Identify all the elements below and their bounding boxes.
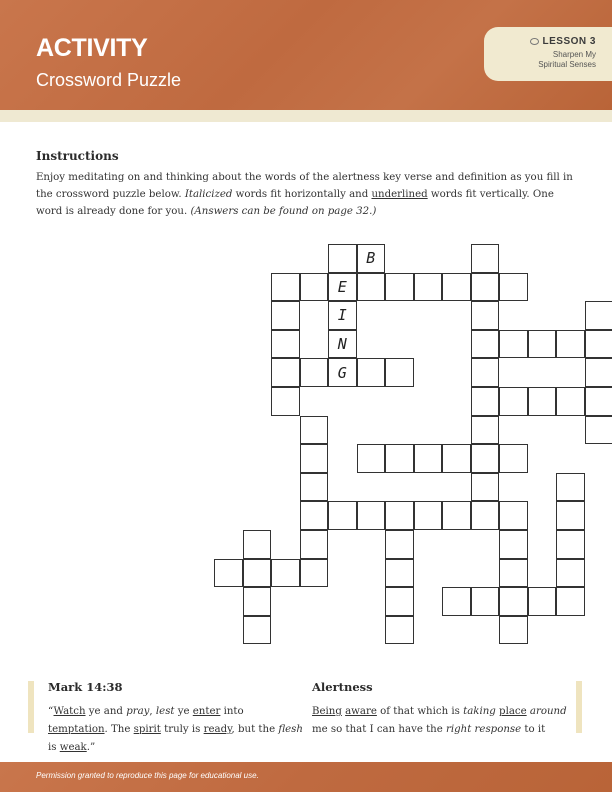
lesson-badge [484, 27, 612, 81]
crossword-cell[interactable] [471, 387, 500, 416]
crossword-cell[interactable] [357, 273, 386, 302]
crossword-cell[interactable] [385, 616, 414, 645]
crossword-cell[interactable] [300, 530, 329, 559]
crossword-cell[interactable] [556, 473, 585, 502]
verse-word: lest [155, 706, 175, 717]
crossword-cell[interactable] [499, 530, 528, 559]
crossword-cell[interactable] [385, 501, 414, 530]
crossword-cell[interactable] [300, 358, 329, 387]
crossword-cell[interactable] [471, 301, 500, 330]
def-word: right response [446, 724, 522, 735]
crossword-cell[interactable] [442, 587, 471, 616]
crossword-cell[interactable] [499, 501, 528, 530]
crossword-cell[interactable] [385, 444, 414, 473]
crossword-cell[interactable] [471, 473, 500, 502]
crossword-cell[interactable] [243, 559, 272, 588]
crossword-cell[interactable] [499, 330, 528, 359]
lesson-title-line-1: Sharpen My [552, 50, 596, 59]
crossword-cell[interactable] [528, 330, 557, 359]
crossword-cell-filled[interactable]: I [328, 301, 357, 330]
crossword-cell[interactable] [471, 244, 500, 273]
crossword-cell[interactable] [328, 244, 357, 273]
crossword-cell[interactable] [214, 559, 243, 588]
crossword-cell[interactable] [471, 273, 500, 302]
verse-word: ready [203, 724, 232, 735]
def-part: to it [521, 724, 546, 735]
definition-accent-bar [576, 681, 582, 733]
def-part: me so that I can have the [312, 724, 447, 735]
crossword-cell[interactable] [471, 587, 500, 616]
instr-underlined-word: underlined [371, 189, 428, 200]
crossword-cell[interactable] [385, 273, 414, 302]
crossword-cell[interactable] [357, 358, 386, 387]
crossword-cell[interactable] [385, 530, 414, 559]
verse-part: ye [174, 706, 193, 717]
verse-word: spirit [133, 724, 161, 735]
definition-heading: Alertness [312, 680, 373, 694]
crossword-cell[interactable] [271, 330, 300, 359]
crossword-cell[interactable] [243, 530, 272, 559]
crossword-cell[interactable] [556, 587, 585, 616]
crossword-cell[interactable] [585, 301, 612, 330]
crossword-cell[interactable] [585, 416, 612, 445]
crossword-cell[interactable] [556, 501, 585, 530]
def-word: aware [345, 706, 377, 717]
permission-notice: Permission granted to reproduce this page for educational use. [36, 771, 259, 780]
crossword-cell[interactable] [585, 330, 612, 359]
crossword-cell[interactable] [271, 301, 300, 330]
verse-part: , [149, 706, 156, 717]
crossword-cell[interactable] [414, 273, 443, 302]
lesson-title-line-2: Spiritual Senses [538, 60, 596, 69]
crossword-cell[interactable] [385, 559, 414, 588]
verse-part: , but the [231, 724, 279, 735]
header-banner [0, 0, 612, 110]
crossword-cell-filled[interactable]: N [328, 330, 357, 359]
crossword-cell[interactable] [414, 501, 443, 530]
crossword-cell[interactable] [385, 587, 414, 616]
def-part: of that which is [376, 706, 464, 717]
verse-part: truly is [160, 724, 204, 735]
activity-title: ACTIVITY [36, 34, 148, 62]
instr-answers-note: (Answers can be found on page 32.) [190, 206, 377, 217]
eye-icon [530, 38, 539, 45]
crossword-cell[interactable] [471, 358, 500, 387]
crossword-cell[interactable] [499, 387, 528, 416]
def-word: around [529, 706, 567, 717]
verse-text [48, 703, 304, 757]
crossword-cell[interactable] [300, 501, 329, 530]
crossword-cell[interactable] [414, 444, 443, 473]
lesson-number [484, 36, 596, 47]
verse-accent-bar [28, 681, 34, 733]
crossword-cell[interactable] [385, 358, 414, 387]
instructions-heading: Instructions [36, 149, 119, 163]
verse-part: is [48, 742, 60, 753]
crossword-cell[interactable] [328, 501, 357, 530]
def-word: taking [463, 706, 496, 717]
crossword-cell[interactable] [442, 501, 471, 530]
verse-word: pray [126, 706, 150, 717]
crossword-cell[interactable] [471, 501, 500, 530]
crossword-cell[interactable] [499, 444, 528, 473]
crossword-cell[interactable] [471, 416, 500, 445]
verse-heading: Mark 14:38 [48, 680, 123, 694]
crossword-cell[interactable] [499, 616, 528, 645]
instr-part: words fit horizontally and [232, 189, 372, 200]
crossword-cell[interactable] [471, 444, 500, 473]
crossword-cell-filled[interactable]: E [328, 273, 357, 302]
crossword-cell[interactable] [300, 444, 329, 473]
verse-part: into [220, 706, 244, 717]
crossword-cell[interactable] [585, 387, 612, 416]
crossword-cell[interactable] [271, 387, 300, 416]
verse-part: . The [104, 724, 134, 735]
verse-part: .” [86, 742, 96, 753]
definition-text [312, 703, 568, 739]
def-word: Being [312, 706, 342, 717]
crossword-cell[interactable] [300, 273, 329, 302]
crossword-cell[interactable] [528, 587, 557, 616]
crossword-cell[interactable] [556, 559, 585, 588]
lesson-label: LESSON 3 [542, 36, 596, 47]
verse-word: Watch [53, 706, 86, 717]
crossword-cell[interactable] [271, 358, 300, 387]
verse-word: flesh [278, 724, 303, 735]
crossword-cell[interactable] [499, 273, 528, 302]
header-band [0, 110, 612, 122]
crossword-cell-filled[interactable]: B [357, 244, 386, 273]
crossword-cell[interactable] [442, 273, 471, 302]
instr-part: words fit vertically. One word is already done for you. [36, 189, 554, 217]
crossword-cell[interactable] [300, 559, 329, 588]
crossword-cell[interactable] [556, 530, 585, 559]
verse-part: ye and [85, 706, 127, 717]
instr-part: Enjoy meditating on and thinking about the words of the alertness key verse and definition as you fill in the crossword puzzle below. [36, 172, 573, 200]
crossword-cell[interactable] [499, 559, 528, 588]
instructions-text [36, 169, 576, 220]
footer-banner [0, 762, 612, 792]
verse-part: “ [48, 706, 54, 717]
def-word: place [499, 706, 527, 717]
crossword-cell[interactable] [300, 416, 329, 445]
crossword-cell[interactable] [442, 444, 471, 473]
verse-word: enter [192, 706, 221, 717]
crossword-cell[interactable] [243, 616, 272, 645]
crossword-cell[interactable] [357, 444, 386, 473]
verse-word: weak [59, 742, 87, 753]
crossword-cell[interactable] [243, 587, 272, 616]
crossword-cell[interactable] [556, 387, 585, 416]
verse-word: temptation [48, 724, 105, 735]
crossword-cell[interactable] [585, 358, 612, 387]
crossword-cell[interactable] [528, 387, 557, 416]
crossword-cell[interactable] [300, 473, 329, 502]
crossword-cell[interactable] [271, 273, 300, 302]
crossword-cell[interactable] [471, 330, 500, 359]
activity-subtitle: Crossword Puzzle [36, 70, 182, 90]
crossword-cell-filled[interactable]: G [328, 358, 357, 387]
crossword-cell[interactable] [271, 559, 300, 588]
crossword-cell[interactable] [499, 587, 528, 616]
crossword-cell[interactable] [357, 501, 386, 530]
crossword-cell[interactable] [556, 330, 585, 359]
instr-italic-word: Italicized [184, 189, 233, 200]
